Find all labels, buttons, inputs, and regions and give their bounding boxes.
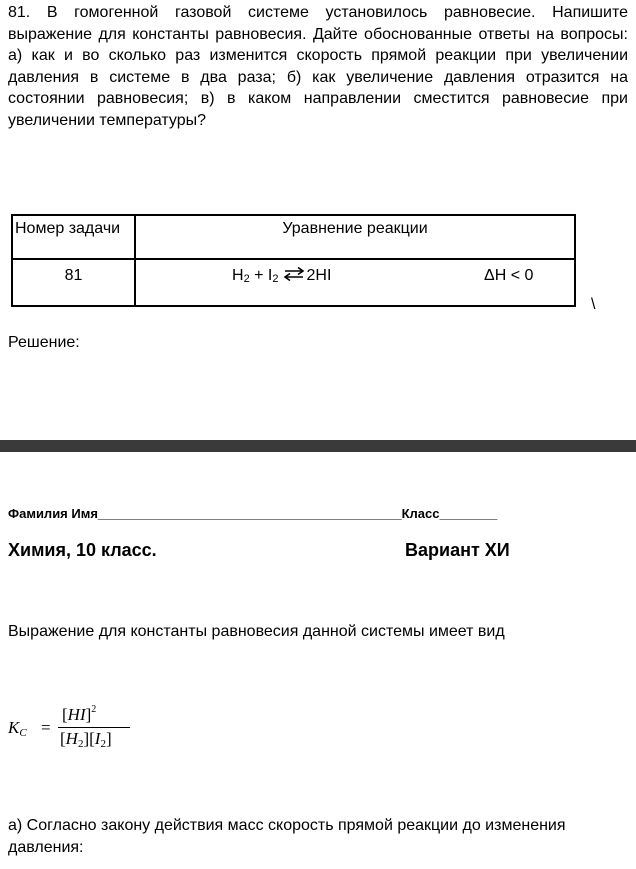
solution-label: Решение: bbox=[8, 334, 80, 351]
stray-backslash: \ bbox=[591, 296, 596, 313]
expression-intro: Выражение для константы равновесия данной системы имеет вид bbox=[8, 623, 505, 640]
student-name-line: Фамилия Имя__________________________________________Класс________ bbox=[8, 506, 498, 521]
table-row bbox=[12, 259, 575, 306]
reaction-equation: $H_2 + I_2$ 2HI bbox=[232, 267, 332, 285]
reaction-equation-cell bbox=[135, 259, 575, 306]
variant-title: Вариант ХИ bbox=[405, 540, 510, 560]
task-number-cell: 81 bbox=[12, 259, 135, 306]
task-statement: 81. В гомогенной газовой системе установилось равновесие. Напишите выражение для константы равновесия. Дайте обоснованные ответы на вопросы: а) как и во сколько раз изменится скорость прямой реакции при увеличении давления в системе в два раза; б) как увеличение давления отразится на состоянии равновесия; в) в каком направлении сместится равновесие при увеличении температуры? bbox=[8, 4, 628, 129]
header-task-number: Номер задачи bbox=[12, 215, 135, 259]
enthalpy-change: ΔH < 0 bbox=[484, 267, 534, 284]
equilibrium-arrows-icon bbox=[283, 267, 305, 281]
formula-k: $K_C$ bbox=[8, 718, 27, 739]
page-separator bbox=[0, 440, 636, 452]
formula-numerator: [HI]$^2$ bbox=[62, 704, 97, 724]
reaction-table bbox=[11, 214, 576, 307]
fraction-bar bbox=[58, 727, 130, 728]
header-reaction-equation: Уравнение реакции bbox=[135, 215, 575, 259]
table-header-row bbox=[12, 215, 575, 259]
formula-denominator: $[H_2][I_2]$ bbox=[60, 729, 112, 750]
formula-equals: = bbox=[41, 718, 51, 737]
part-a-text: а) Согласно закону действия масс скорость прямой реакции до изменения давления: bbox=[8, 817, 566, 856]
subject-title: Химия, 10 класс. bbox=[8, 540, 157, 560]
